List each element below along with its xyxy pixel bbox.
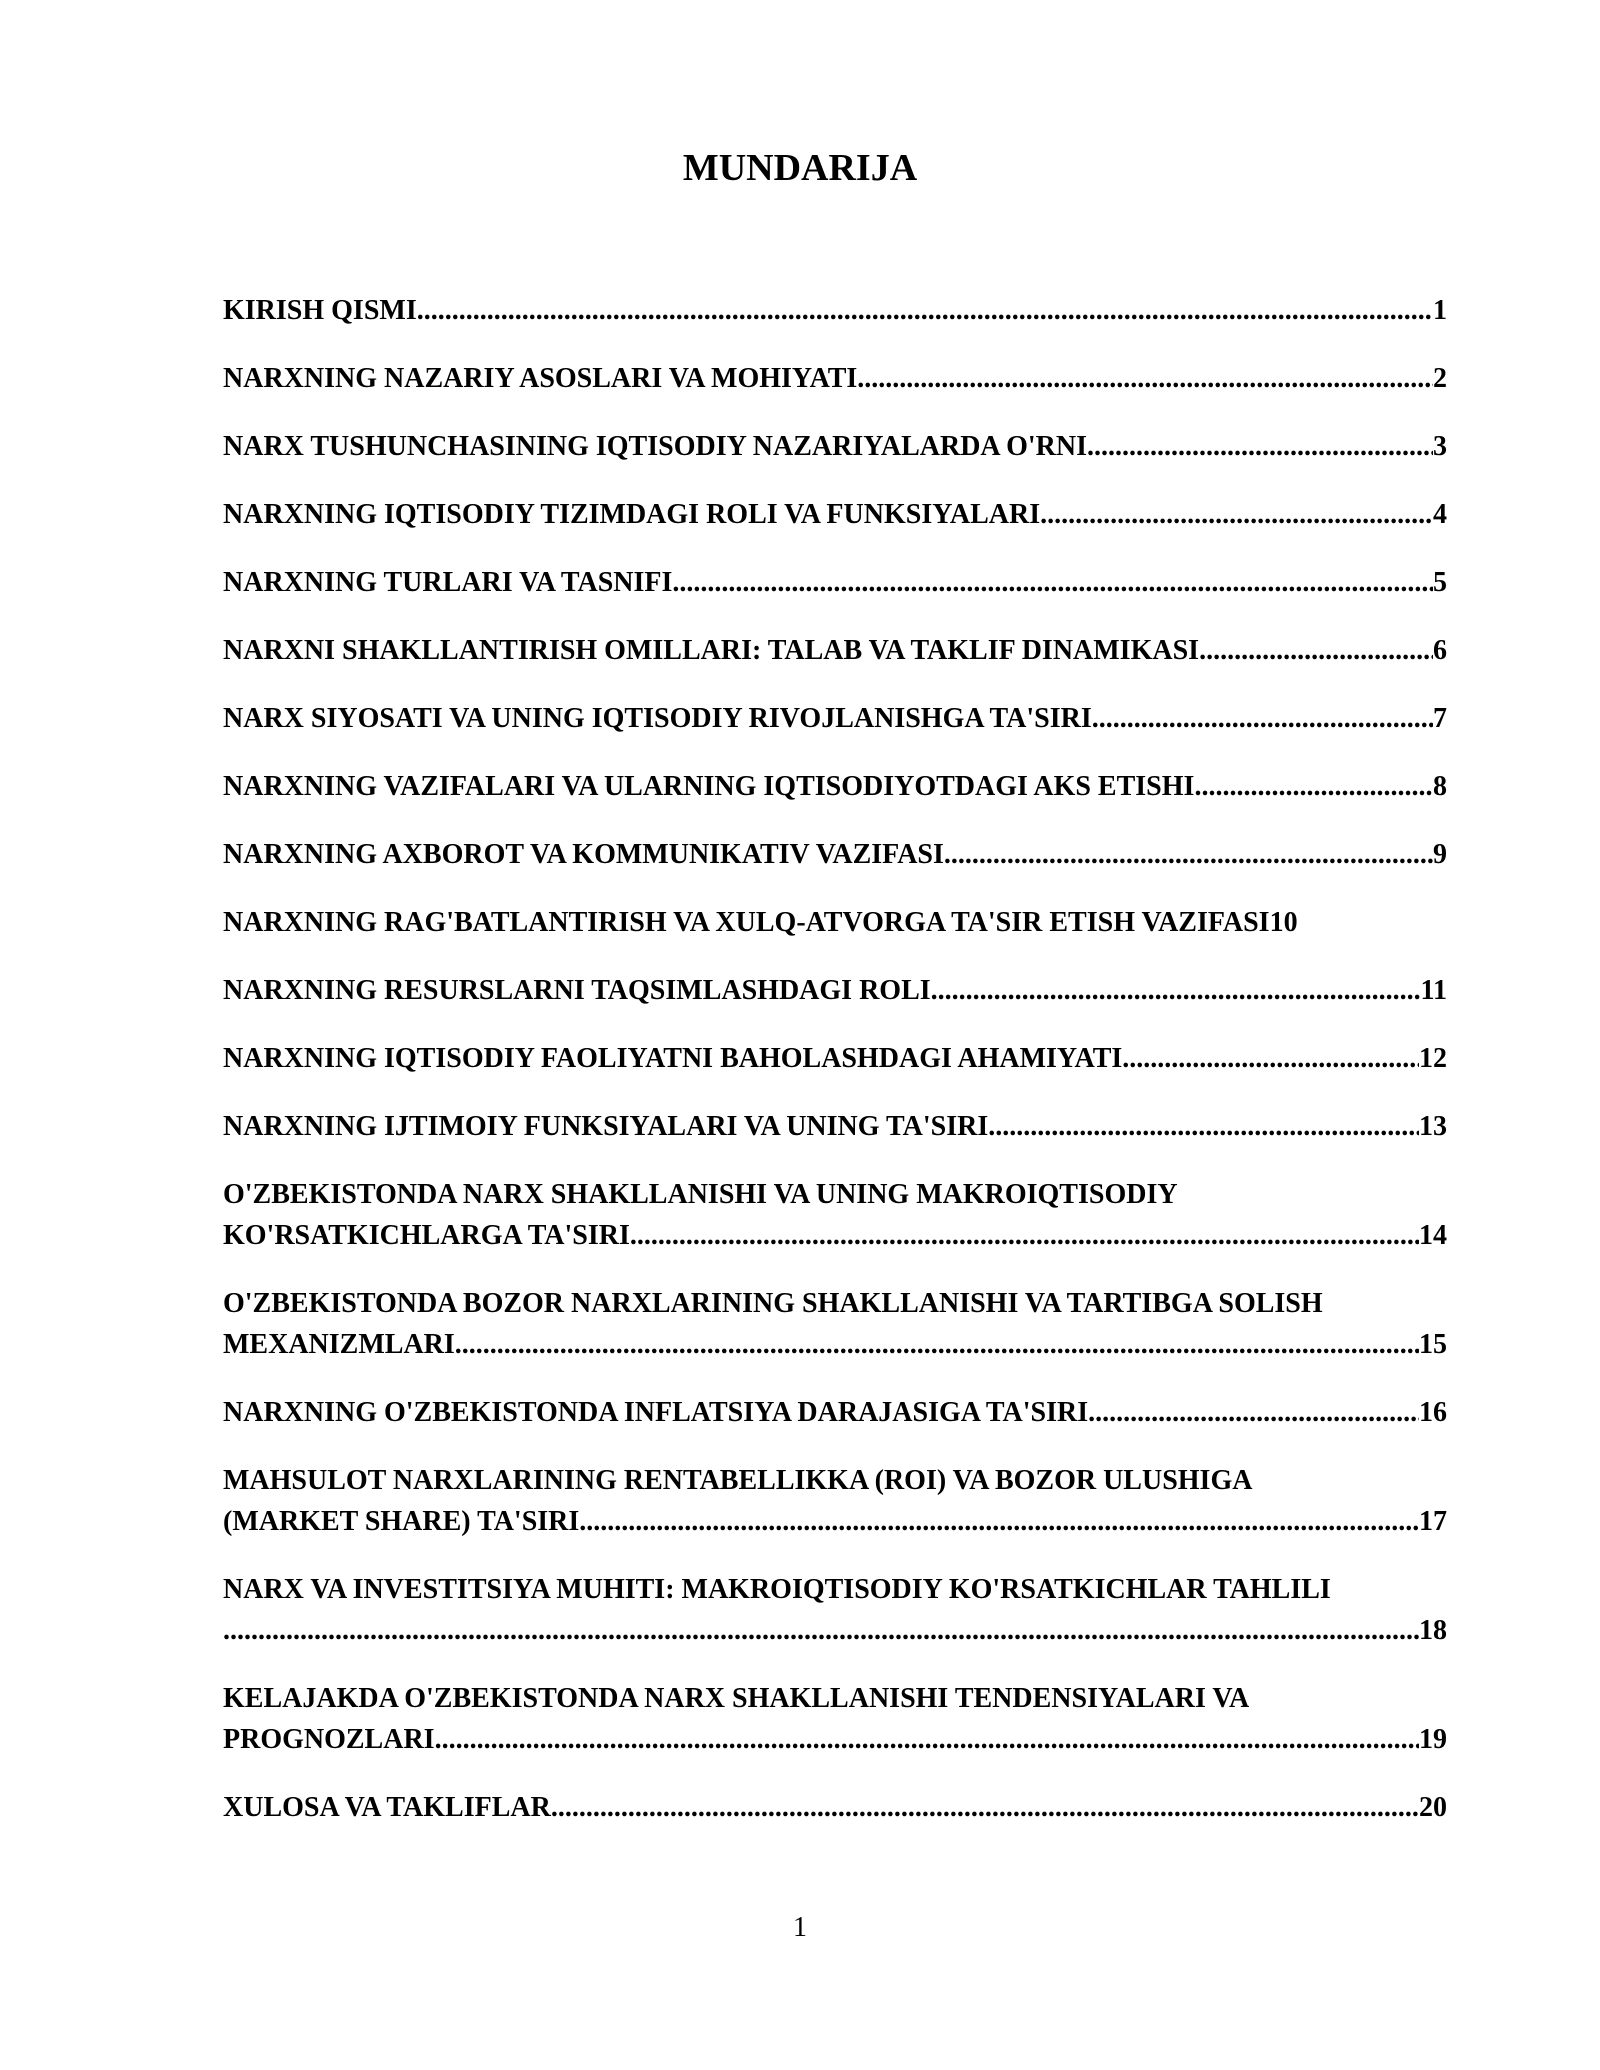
toc-page-number: 20 xyxy=(1419,1792,1447,1823)
toc-entry-title-line1: KELAJAKDA O'ZBEKISTONDA NARX SHAKLLANISHI TENDENSIYALARI VA xyxy=(223,1683,1250,1714)
table-of-contents xyxy=(223,290,1447,1855)
toc-entry-title: MEXANIZMLARI xyxy=(223,1329,455,1360)
toc-entry-title: NARXNING IJTIMOIY FUNKSIYALARI VA UNING TA'SIRI xyxy=(223,1111,989,1142)
toc-entry-title: NARX TUSHUNCHASINING IQTISODIY NAZARIYALARDA O'RNI xyxy=(223,431,1088,462)
dot-leader xyxy=(417,290,1433,331)
dot-leader xyxy=(455,1324,1419,1365)
toc-entry[interactable] xyxy=(223,1460,1447,1542)
toc-entry[interactable] xyxy=(223,698,1447,739)
toc-entry-title: KO'RSATKICHLARGA TA'SIRI xyxy=(223,1220,630,1251)
toc-entry-title: XULOSA VA TAKLIFLAR xyxy=(223,1792,551,1823)
toc-entry-title: (MARKET SHARE) TA'SIRI xyxy=(223,1506,580,1537)
toc-entry[interactable] xyxy=(223,290,1447,331)
toc-entry[interactable] xyxy=(223,1392,1447,1433)
toc-entry[interactable] xyxy=(223,970,1447,1011)
toc-entry[interactable] xyxy=(223,630,1447,671)
toc-entry-title-line1: O'ZBEKISTONDA NARX SHAKLLANISHI VA UNING MAKROIQTISODIY xyxy=(223,1179,1178,1210)
toc-entry-title: KIRISH QISMI xyxy=(223,295,417,326)
toc-entry[interactable] xyxy=(223,1787,1447,1828)
toc-entry[interactable] xyxy=(223,426,1447,467)
dot-leader xyxy=(1087,426,1433,467)
toc-entry[interactable] xyxy=(223,1106,1447,1147)
toc-page-number: 19 xyxy=(1419,1724,1447,1755)
dot-leader xyxy=(223,1610,1419,1651)
toc-entry-title: NARX SIYOSATI VA UNING IQTISODIY RIVOJLANISHGA TA'SIRI xyxy=(223,703,1092,734)
toc-entry-title-line1: O'ZBEKISTONDA BOZOR NARXLARINING SHAKLLANISHI VA TARTIBGA SOLISH xyxy=(223,1288,1323,1319)
toc-entry-title: NARXNI SHAKLLANTIRISH OMILLARI: TALAB VA TAKLIF DINAMIKASI xyxy=(223,635,1200,666)
dot-leader xyxy=(857,358,1433,399)
toc-entry-title: NARXNING RAG'BATLANTIRISH VA XULQ-ATVORGA TA'SIR ETISH VAZIFASI xyxy=(223,907,1270,938)
page-title: MUNDARIJA xyxy=(682,147,918,189)
toc-entry-title-line1: MAHSULOT NARXLARINING RENTABELLIKKA (ROI) VA BOZOR ULUSHIGA xyxy=(223,1465,1253,1496)
toc-entry-title-line1: NARX VA INVESTITSIYA MUHITI: MAKROIQTISODIY KO'RSATKICHLAR TAHLILI xyxy=(223,1574,1331,1605)
toc-entry[interactable] xyxy=(223,562,1447,603)
toc-entry-title: NARXNING IQTISODIY TIZIMDAGI ROLI VA FUNKSIYALARI xyxy=(223,499,1041,530)
toc-entry[interactable] xyxy=(223,902,1447,943)
toc-page-number: 13 xyxy=(1419,1111,1447,1142)
toc-page-number: 2 xyxy=(1433,363,1447,394)
toc-page-number: 14 xyxy=(1419,1220,1447,1251)
toc-entry-title: NARXNING O'ZBEKISTONDA INFLATSIYA DARAJASIGA TA'SIRI xyxy=(223,1397,1089,1428)
dot-leader xyxy=(944,834,1433,875)
toc-page-number: 3 xyxy=(1433,431,1447,462)
dot-leader xyxy=(672,562,1433,603)
dot-leader xyxy=(1088,1392,1419,1433)
toc-page-number: 11 xyxy=(1420,975,1447,1006)
toc-entry[interactable] xyxy=(223,1678,1447,1760)
toc-entry[interactable] xyxy=(223,358,1447,399)
dot-leader xyxy=(1199,630,1433,671)
footer-page-number: 1 xyxy=(793,1912,807,1943)
toc-page-number: 12 xyxy=(1419,1043,1447,1074)
toc-entry-title: NARXNING NAZARIY ASOSLARI VA MOHIYATI xyxy=(223,363,858,394)
toc-page-number: 17 xyxy=(1419,1506,1447,1537)
dot-leader xyxy=(931,970,1421,1011)
dot-leader xyxy=(1092,698,1433,739)
toc-entry-title: NARXNING IQTISODIY FAOLIYATNI BAHOLASHDAGI AHAMIYATI xyxy=(223,1043,1123,1074)
dot-leader xyxy=(1194,766,1433,807)
toc-page-number: 4 xyxy=(1433,499,1447,530)
dot-leader xyxy=(630,1215,1419,1256)
toc-entry[interactable] xyxy=(223,1038,1447,1079)
toc-page-number: 1 xyxy=(1433,295,1447,326)
toc-entry-title: NARXNING VAZIFALARI VA ULARNING IQTISODIYOTDAGI AKS ETISHI xyxy=(223,771,1195,802)
toc-entry-title: NARXNING AXBOROT VA KOMMUNIKATIV VAZIFASI xyxy=(223,839,944,870)
toc-entry[interactable] xyxy=(223,834,1447,875)
dot-leader xyxy=(579,1501,1419,1542)
toc-entry[interactable] xyxy=(223,766,1447,807)
toc-entry[interactable] xyxy=(223,1283,1447,1365)
toc-entry[interactable] xyxy=(223,1174,1447,1256)
toc-page-number: 10 xyxy=(1269,907,1298,938)
toc-page-number: 16 xyxy=(1419,1397,1447,1428)
toc-page-number: 5 xyxy=(1433,567,1447,598)
toc-entry-title: PROGNOZLARI xyxy=(223,1724,435,1755)
toc-page-number: 6 xyxy=(1433,635,1447,666)
toc-page-number: 15 xyxy=(1419,1329,1447,1360)
toc-entry-title: NARXNING TURLARI VA TASNIFI xyxy=(223,567,673,598)
toc-entry[interactable] xyxy=(223,1569,1447,1651)
toc-page-number: 18 xyxy=(1419,1615,1447,1646)
toc-page-number: 7 xyxy=(1433,703,1447,734)
dot-leader xyxy=(1040,494,1433,535)
dot-leader xyxy=(1122,1038,1419,1079)
toc-entry-title: NARXNING RESURSLARNI TAQSIMLASHDAGI ROLI xyxy=(223,975,931,1006)
dot-leader xyxy=(551,1787,1419,1828)
toc-entry[interactable] xyxy=(223,494,1447,535)
toc-page-number: 8 xyxy=(1433,771,1447,802)
toc-page-number: 9 xyxy=(1433,839,1447,870)
dot-leader xyxy=(988,1106,1419,1147)
dot-leader xyxy=(435,1719,1419,1760)
